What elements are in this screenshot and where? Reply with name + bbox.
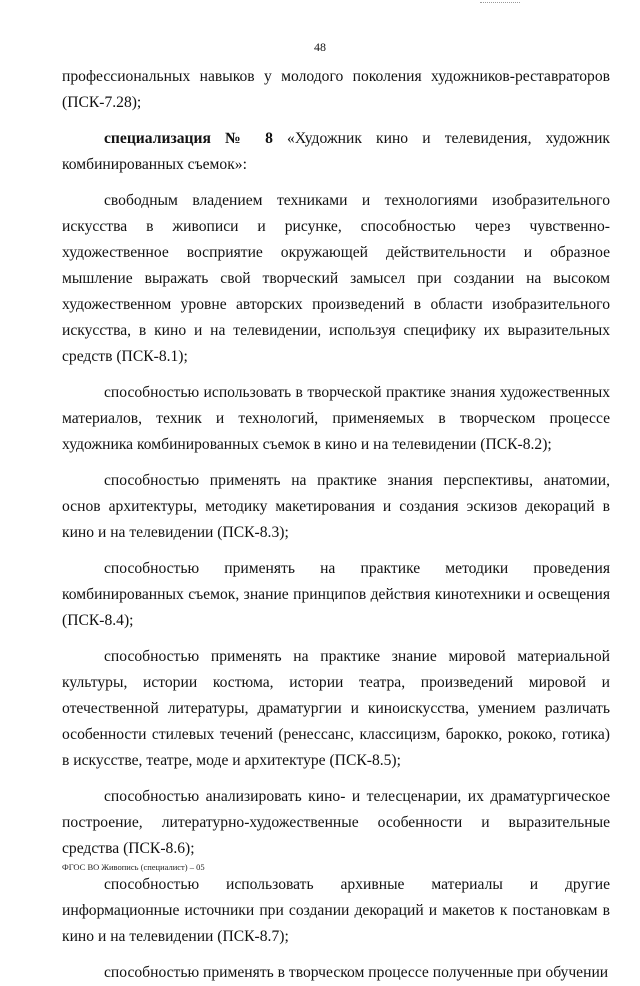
paragraph: способностью использовать в творческой практике знания художественных материалов, техник и технологий, применяемых в творческом процессе художника комбинированных съемок в кино и на телевидении (ПСК-8.2); xyxy=(62,384,610,453)
specialization-title: «Художник кино и телевидения, художник комбинированных съемок»: xyxy=(62,130,610,173)
page-number: 48 xyxy=(314,40,326,54)
paragraph: свободным владением техниками и технологиями изобразительного искусства в живописи и рисунке, способностью через чувственно-художественное восприятие окружающей действительности и образное мышление выражать свой творческий замысел при создании на высоком художественном уровне авторских произведений в области изобразительного искусства, в кино и на телевидении, используя специфику их выразительных средств (ПСК-8.1); xyxy=(62,192,610,365)
specialization-label: специализация № 8 xyxy=(104,130,273,147)
paragraph: способностью применять на практике знание мировой материальной культуры, истории костюма, истории театра, произведений мировой и отечественной литературы, драматургии и киноискусства, умением различать особенности стилевых течений (ренессанс, классицизм, барокко, рококо, готика) в искусстве, театре, моде и архитектуре (ПСК-8.5); xyxy=(62,648,610,769)
scan-artifact xyxy=(480,2,520,4)
paragraph: способностью анализировать кино- и телесценарии, их драматургическое построение, литературно-художественные особенности и выразительные средства (ПСК-8.6); xyxy=(62,788,610,857)
paragraph: способностью применять в творческом процессе полученные при обучении xyxy=(104,964,609,981)
footer-text: ФГОС ВО Живопись (специалист) – 05 xyxy=(62,862,205,872)
specialization-heading xyxy=(62,126,610,178)
paragraph: профессиональных навыков у молодого поколения художников-реставраторов (ПСК-7.28); xyxy=(62,68,610,111)
paragraph: способностью применять на практике знания перспективы, анатомии, основ архитектуры, методику макетирования и создания эскизов декораций в кино и на телевидении (ПСК-8.3); xyxy=(62,472,610,541)
paragraph: способностью применять на практике методики проведения комбинированных съемок, знание принципов действия кинотехники и освещения (ПСК-8.4); xyxy=(62,560,610,629)
document-body xyxy=(62,64,610,986)
paragraph: способностью использовать архивные материалы и другие информационные источники при создании декораций и макетов к постановкам в кино и на телевидении (ПСК-8.7); xyxy=(62,876,610,945)
